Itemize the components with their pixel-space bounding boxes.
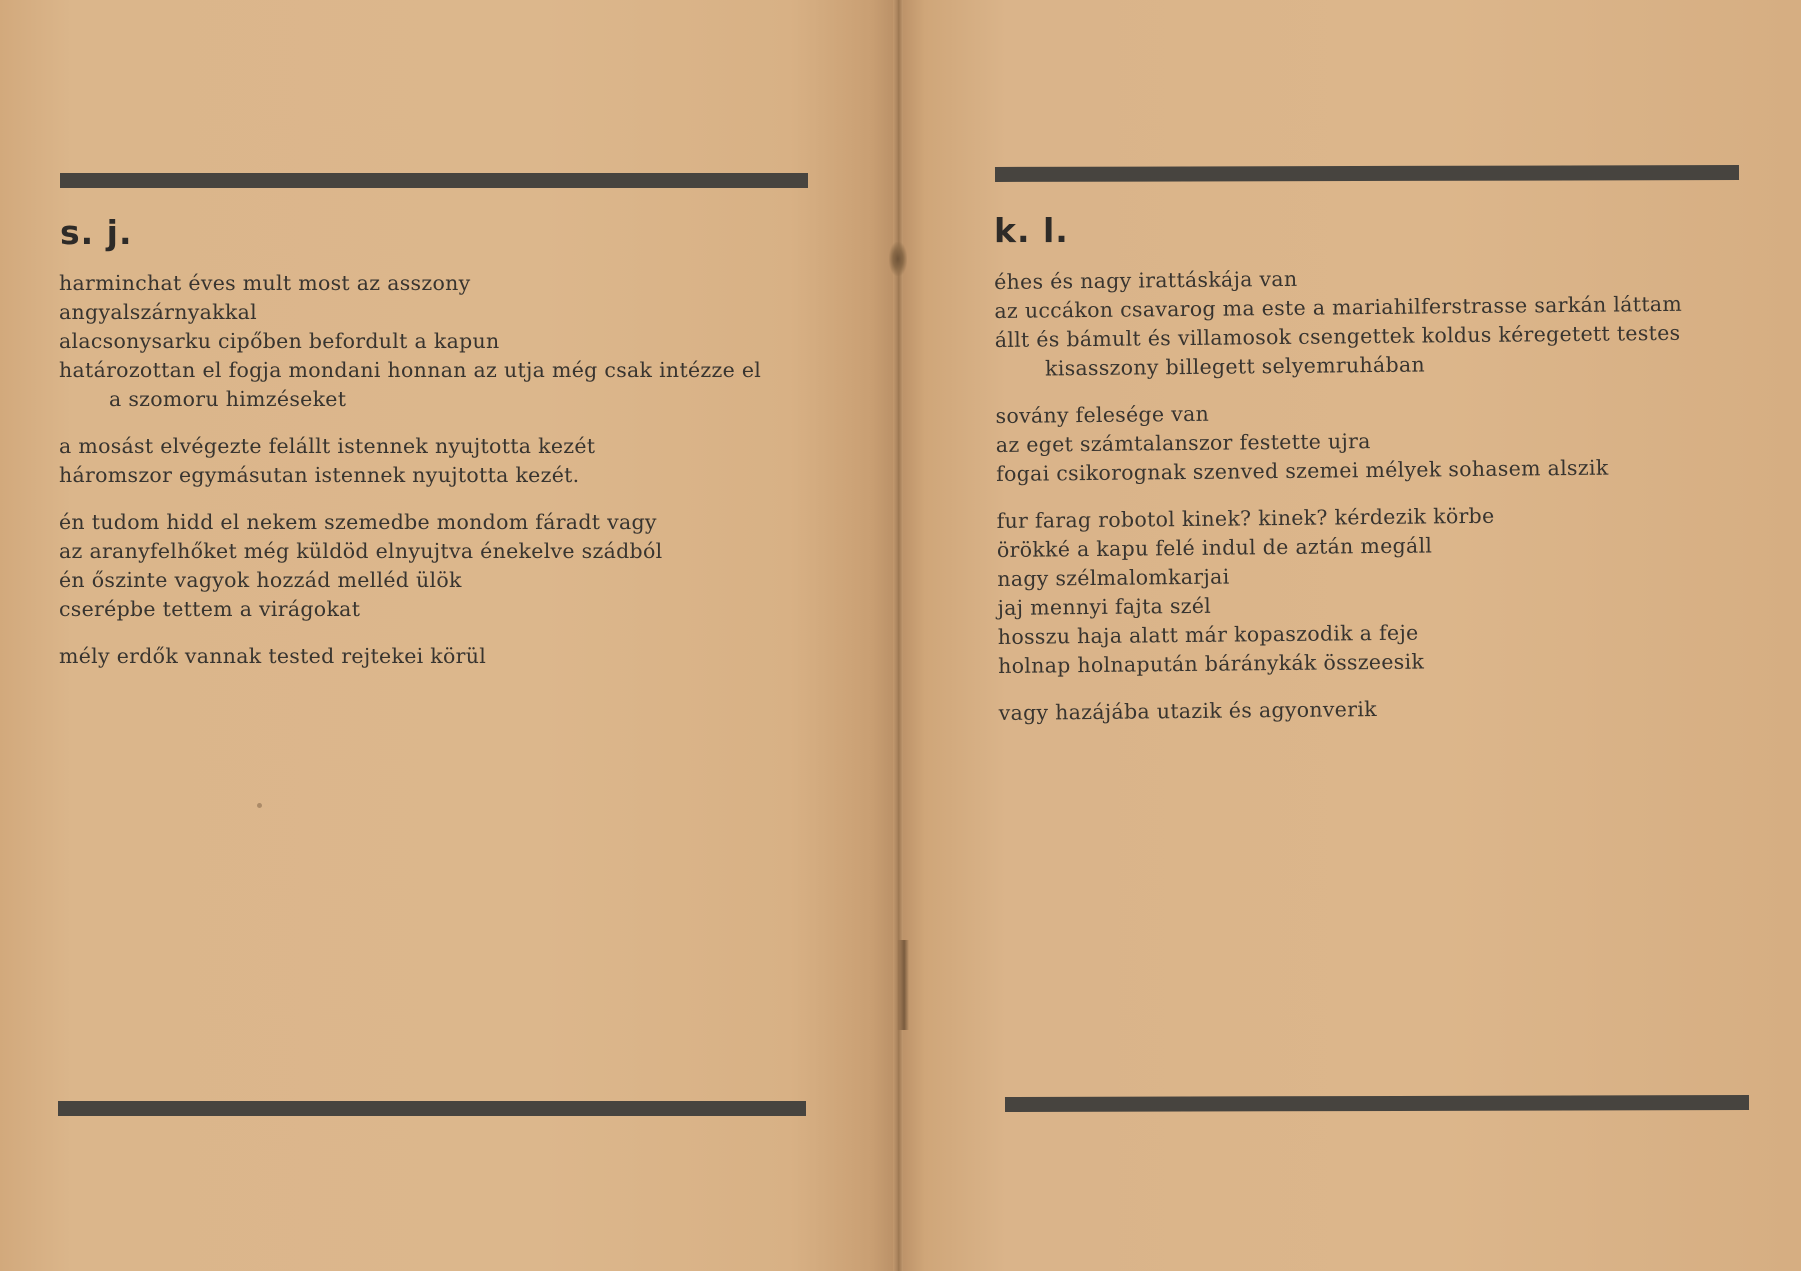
poem-line: cserépbe tettem a virágokat bbox=[59, 597, 361, 621]
poem-line: angyalszárnyakkal bbox=[59, 300, 257, 324]
right-poem bbox=[994, 261, 1687, 746]
right-bottom-rule bbox=[1005, 1095, 1749, 1112]
poem-line: állt és bámult és villamosok csengettek koldus kéregetett testes bbox=[994, 320, 1681, 352]
poem-line: háromszor egymásutan istennek nyujtotta kezét. bbox=[59, 463, 580, 487]
poem-line: a mosást elvégezte felállt istennek nyujtotta kezét bbox=[59, 434, 596, 458]
poem-line: határozottan el fogja mondani honnan az utja még csak intézze el bbox=[59, 358, 762, 382]
poem-line: fogai csikorognak szenved szemei mélyek sohasem alszik bbox=[996, 455, 1609, 486]
stanza bbox=[997, 500, 1686, 681]
right-top-rule bbox=[995, 165, 1739, 182]
poem-line: én őszinte vagyok hozzád melléd ülök bbox=[59, 568, 462, 592]
poem-line: az aranyfelhőket még küldöd elnyujtva énekelve szádból bbox=[59, 539, 663, 563]
left-poem bbox=[59, 269, 761, 689]
book-spine bbox=[893, 0, 903, 1271]
paper-speck bbox=[257, 803, 262, 808]
left-page-heading: s. j. bbox=[60, 213, 133, 252]
poem-line: én tudom hidd el nekem szemedbe mondom fáradt vagy bbox=[59, 510, 657, 534]
left-top-rule bbox=[60, 173, 808, 188]
stanza bbox=[59, 642, 761, 671]
poem-line: fur farag robotol kinek? kinek? kérdezik körbe bbox=[996, 503, 1495, 533]
poem-line: holnap holnapután báránykák összeesik bbox=[998, 649, 1425, 678]
poem-line: éhes és nagy irattáskája van bbox=[994, 266, 1298, 294]
stanza bbox=[995, 395, 1684, 489]
stanza bbox=[59, 269, 761, 414]
poem-line: a szomoru himzéseket bbox=[109, 387, 347, 411]
poem-line: kisasszony billegett selyemruhában bbox=[1044, 352, 1426, 381]
poem-line: mély erdők vannak tested rejtekei körül bbox=[59, 644, 487, 668]
stanza bbox=[59, 508, 761, 624]
poem-line: alacsonysarku cipőben befordult a kapun bbox=[59, 329, 500, 353]
poem-line: harminchat éves mult most az asszony bbox=[59, 271, 471, 295]
poem-line: hosszu haja alatt már kopaszodik a feje bbox=[997, 620, 1419, 649]
poem-line: sovány felesége van bbox=[995, 401, 1210, 428]
poem-line: az eget számtalanszor festette ujra bbox=[995, 429, 1371, 457]
poem-line: jaj mennyi fajta szél bbox=[997, 593, 1212, 620]
left-bottom-rule bbox=[58, 1101, 806, 1116]
stanza bbox=[999, 692, 1687, 728]
binding-staple bbox=[889, 242, 907, 276]
stanza bbox=[994, 261, 1683, 384]
right-page-heading: k. l. bbox=[994, 211, 1069, 250]
poem-line: örökké a kapu felé indul de aztán megáll bbox=[996, 533, 1433, 562]
right-page bbox=[898, 0, 1801, 1271]
poem-line: az uccákon csavarog ma este a mariahilferstrasse sarkán láttam bbox=[994, 291, 1683, 323]
binding-staple bbox=[897, 940, 909, 1030]
stanza bbox=[59, 432, 761, 490]
poem-line: vagy hazájába utazik és agyonverik bbox=[998, 697, 1377, 725]
poem-line: nagy szélmalomkarjai bbox=[997, 564, 1230, 591]
left-page bbox=[0, 0, 898, 1271]
